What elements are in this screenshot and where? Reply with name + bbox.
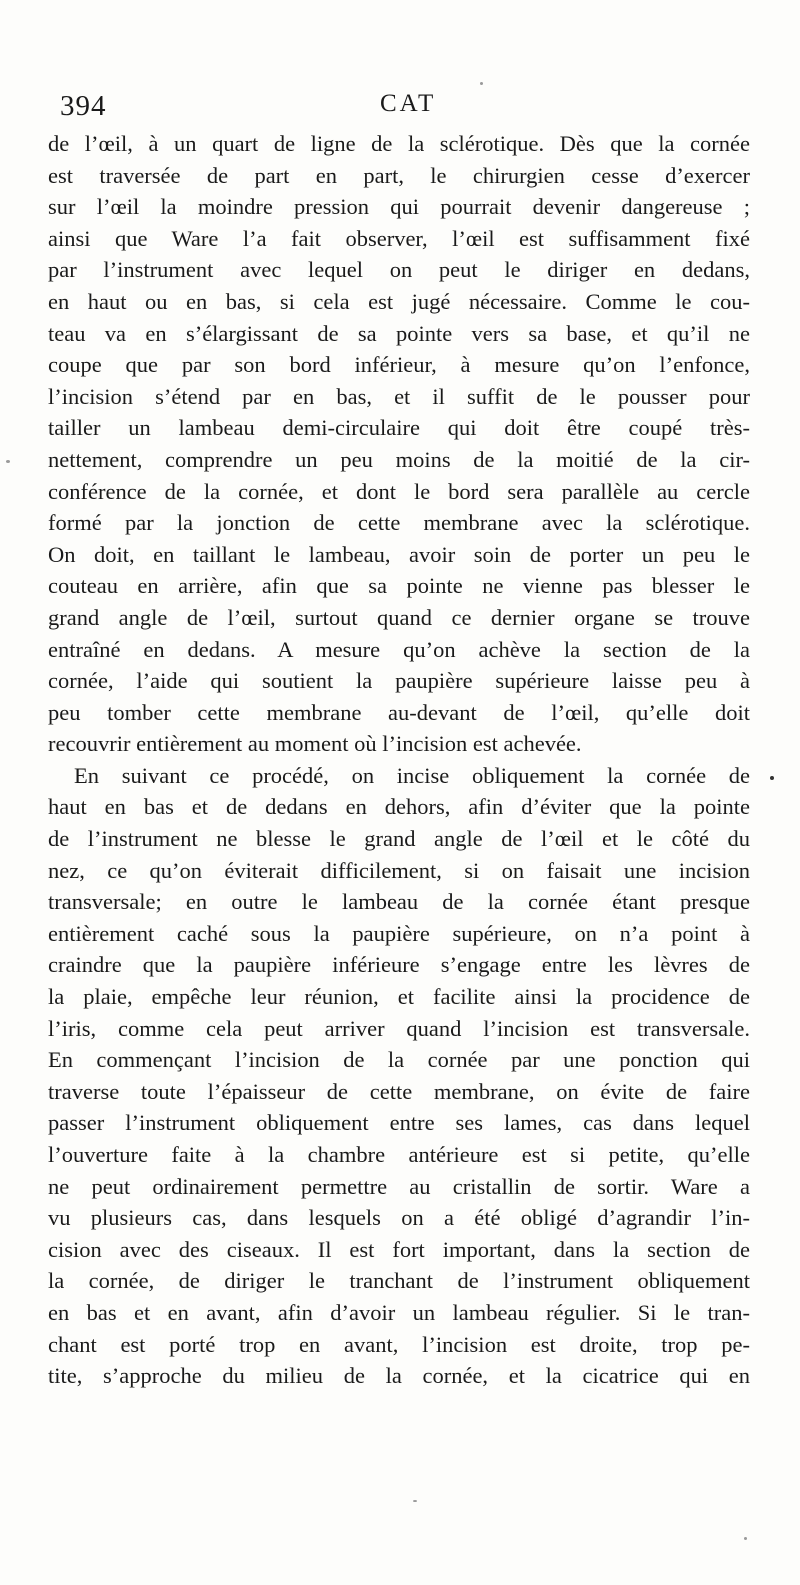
text-line: coupe que par son bord inférieur, à mesure qu’on l’enfonce,	[48, 352, 750, 378]
text-line: de l’œil, à un quart de ligne de la sclérotique. Dès que la cornée	[48, 131, 750, 156]
speck	[480, 82, 483, 85]
text-line: par l’instrument avec lequel on peut le diriger en dedans,	[48, 257, 750, 283]
text-line: tailler un lambeau demi-circulaire qui doit être coupé très-	[48, 415, 750, 441]
text-line: couteau en arrière, afin que sa pointe ne vienne pas blesser le	[48, 573, 750, 599]
text-line: grand angle de l’œil, surtout quand ce dernier organe se trouve	[48, 604, 750, 630]
text-line: est traversée de part en part, le chirurgien cesse d’exercer	[48, 162, 750, 188]
text-line: chant est porté trop en avant, l’incision est droite, trop pe-	[48, 1331, 750, 1357]
page-number: 394	[60, 90, 107, 122]
speck	[6, 460, 10, 463]
text-line: la cornée, de diriger le tranchant de l’instrument obliquement	[48, 1268, 750, 1294]
text-line: entièrement caché sous la paupière supérieure, on n’a point à	[48, 920, 750, 946]
text-line: l’incision s’étend par en bas, et il suffit de le pousser pour	[48, 383, 750, 409]
text-line: ainsi que Ware l’a fait observer, l’œil est suffisamment fixé	[48, 225, 750, 251]
text-line: entraîné en dedans. A mesure qu’on achève la section de la	[48, 636, 750, 662]
text-line: formé par la jonction de cette membrane avec la sclérotique.	[48, 510, 750, 536]
text-line: nettement, comprendre un peu moins de la moitié de la cir-	[48, 446, 750, 472]
paragraph-1	[48, 128, 750, 760]
text-line: ne peut ordinairement permettre au cristallin de sortir. Ware a	[48, 1173, 750, 1199]
page-header	[60, 90, 750, 130]
text-line: l’ouverture faite à la chambre antérieure est si petite, qu’elle	[48, 1142, 750, 1167]
text-line: En commençant l’incision de la cornée par une ponction qui	[48, 1047, 750, 1073]
text-line: On doit, en taillant le lambeau, avoir soin de porter un peu le	[48, 541, 750, 567]
speck	[744, 1537, 747, 1540]
text-line: tite, s’approche du milieu de la cornée, et la cicatrice qui en	[48, 1363, 750, 1389]
text-line: cision avec des ciseaux. Il est fort important, dans la section de	[48, 1236, 750, 1262]
text-line: transversale; en outre le lambeau de la cornée étant presque	[48, 889, 750, 915]
text-line: passer l’instrument obliquement entre ses lames, cas dans lequel	[48, 1110, 750, 1136]
text-line: nez, ce qu’on éviterait difficilement, si on faisait une incision	[48, 857, 750, 883]
running-head: CAT	[380, 90, 437, 117]
text-line: teau va en s’élargissant de sa pointe vers sa base, et qu’il ne	[48, 320, 750, 346]
text-line: de l’instrument ne blesse le grand angle de l’œil et le côté du	[48, 826, 750, 852]
speck	[770, 776, 774, 780]
text-line: en haut ou en bas, si cela est jugé nécessaire. Comme le cou-	[48, 288, 750, 314]
text-line: conférence de la cornée, et dont le bord sera parallèle au cercle	[48, 478, 750, 504]
text-line: haut en bas et de dedans en dehors, afin d’éviter que la pointe	[48, 794, 750, 820]
text-line: sur l’œil la moindre pression qui pourrait devenir dangereuse ;	[48, 194, 750, 220]
text-line: peu tomber cette membrane au-devant de l’œil, qu’elle doit	[48, 699, 750, 725]
text-line: la plaie, empêche leur réunion, et facilite ainsi la procidence de	[48, 984, 750, 1010]
text-line: l’iris, comme cela peut arriver quand l’incision est transversale.	[48, 1015, 750, 1041]
text-line: en bas et en avant, afin d’avoir un lambeau régulier. Si le tran-	[48, 1299, 750, 1325]
text-line: vu plusieurs cas, dans lesquels on a été obligé d’agrandir l’in-	[48, 1205, 750, 1231]
text-line: traverse toute l’épaisseur de cette membrane, on évite de faire	[48, 1078, 750, 1104]
paragraph-2	[48, 760, 750, 1392]
text-line: craindre que la paupière inférieure s’engage entre les lèvres de	[48, 952, 750, 978]
body-text	[48, 128, 750, 1392]
speck	[413, 1500, 417, 1502]
text-line: En suivant ce procédé, on incise obliquement la cornée de	[74, 762, 750, 788]
text-line: recouvrir entièrement au moment où l’incision est achevée.	[48, 731, 582, 757]
text-line: cornée, l’aide qui soutient la paupière supérieure laisse peu à	[48, 668, 750, 694]
